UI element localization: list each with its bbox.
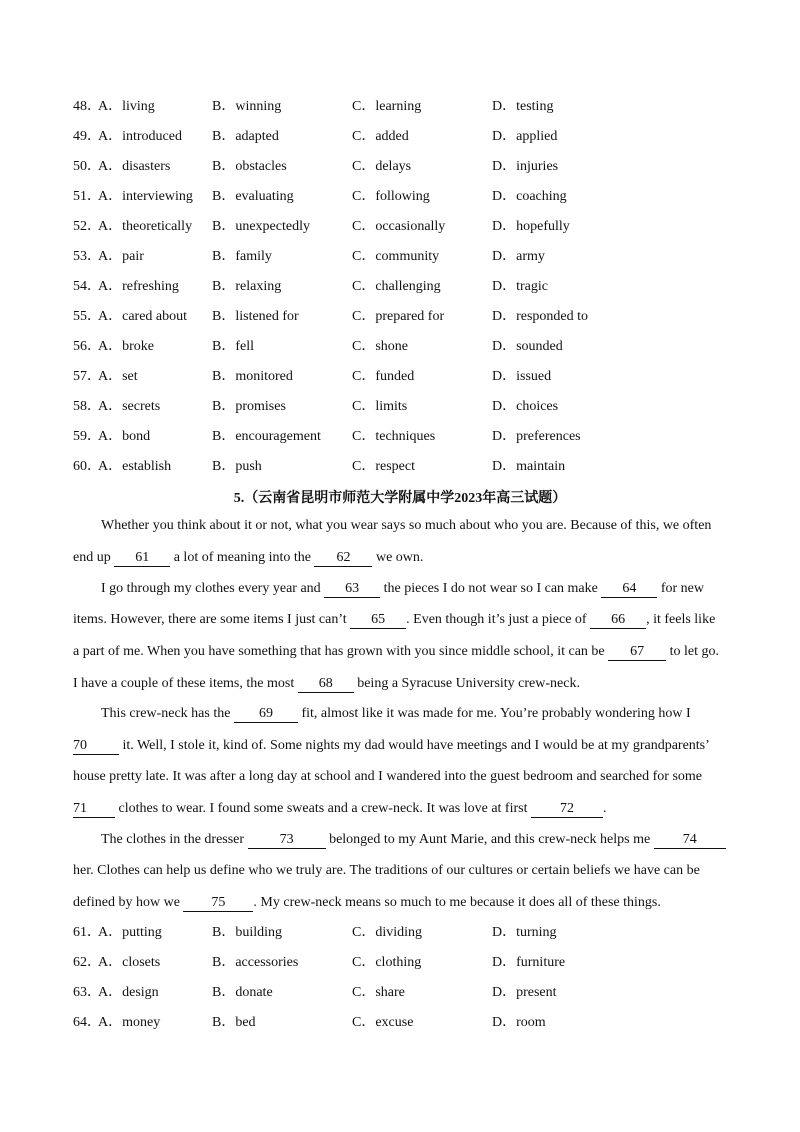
option-a[interactable]: A．closets	[98, 955, 161, 970]
passage-line: her. Clothes can help us define who we truly are. The traditions of our cultures or certain beliefs we have can be	[73, 863, 700, 878]
blank-71[interactable]: 71	[73, 801, 115, 818]
option-a[interactable]: A．interviewing	[98, 189, 193, 204]
passage-line: a part of me. When you have something that has grown with you since middle school, it can be 67 to let go.	[73, 644, 720, 659]
passage-line: 70 it. Well, I stole it, kind of. Some nights my dad would have meetings and I would be at my grandparents’	[73, 738, 710, 753]
option-d[interactable]: D．present	[492, 985, 557, 1000]
option-d[interactable]: D．army	[492, 249, 545, 264]
blank-62[interactable]: 62	[314, 550, 372, 567]
blank-73[interactable]: 73	[248, 832, 326, 849]
option-b[interactable]: B．encouragement	[212, 429, 321, 444]
option-a[interactable]: A．establish	[98, 459, 172, 474]
option-a[interactable]: A．introduced	[98, 129, 182, 144]
option-c[interactable]: C．following	[352, 189, 430, 204]
option-a[interactable]: A．theoretically	[98, 219, 193, 234]
question-number: 57．	[73, 369, 101, 384]
option-c[interactable]: C．delays	[352, 159, 412, 174]
option-b[interactable]: B．obstacles	[212, 159, 287, 174]
option-d[interactable]: D．applied	[492, 129, 558, 144]
option-c[interactable]: C．share	[352, 985, 405, 1000]
blank-63[interactable]: 63	[324, 581, 380, 598]
option-d[interactable]: D．furniture	[492, 955, 566, 970]
option-c[interactable]: C．learning	[352, 99, 422, 114]
option-d[interactable]: D．preferences	[492, 429, 581, 444]
option-c[interactable]: C．added	[352, 129, 409, 144]
passage-line: I go through my clothes every year and 63 the pieces I do not wear so I can make 64 for new	[101, 581, 705, 596]
option-c[interactable]: C．challenging	[352, 279, 441, 294]
option-b[interactable]: B．adapted	[212, 129, 279, 144]
option-a[interactable]: A．living	[98, 99, 155, 114]
option-d[interactable]: D．maintain	[492, 459, 566, 474]
blank-75[interactable]: 75	[183, 895, 253, 912]
question-number: 51．	[73, 189, 101, 204]
option-a[interactable]: A．cared about	[98, 309, 188, 324]
passage-line: The clothes in the dresser 73 belonged to my Aunt Marie, and this crew-neck helps me 74	[101, 830, 726, 850]
question-row	[73, 157, 773, 177]
option-b[interactable]: B．accessories	[212, 955, 299, 970]
option-d[interactable]: D．turning	[492, 925, 557, 940]
option-d[interactable]: D．testing	[492, 99, 554, 114]
blank-64[interactable]: 64	[601, 581, 657, 598]
option-c[interactable]: C．funded	[352, 369, 415, 384]
option-b[interactable]: B．evaluating	[212, 189, 294, 204]
option-d[interactable]: D．hopefully	[492, 219, 570, 234]
option-d[interactable]: D．injuries	[492, 159, 559, 174]
section-heading: 5.（云南省昆明市师范大学附属中学2023年高三试题）	[233, 491, 567, 506]
passage-line: This crew-neck has the 69 fit, almost like it was made for me. You’re probably wondering how I	[101, 706, 691, 721]
passage-line: I have a couple of these items, the most 68 being a Syracuse University crew-neck.	[73, 676, 580, 691]
question-row	[73, 187, 773, 207]
question-row	[73, 427, 773, 447]
option-d[interactable]: D．choices	[492, 399, 559, 414]
question-row	[73, 337, 773, 357]
question-number: 52．	[73, 219, 101, 234]
question-row	[73, 247, 773, 267]
option-c[interactable]: C．community	[352, 249, 440, 264]
option-b[interactable]: B．building	[212, 925, 283, 940]
question-row	[73, 97, 773, 117]
option-d[interactable]: D．sounded	[492, 339, 563, 354]
passage-line: house pretty late. It was after a long day at school and I wandered into the guest bedroom and searched for some	[73, 769, 703, 784]
option-c[interactable]: C．clothing	[352, 955, 422, 970]
question-row	[73, 923, 773, 943]
option-c[interactable]: C．occasionally	[352, 219, 446, 234]
question-number: 61．	[73, 925, 101, 940]
question-row	[73, 367, 773, 387]
option-d[interactable]: D．coaching	[492, 189, 567, 204]
question-number: 60．	[73, 459, 101, 474]
question-number: 53．	[73, 249, 101, 264]
option-a[interactable]: A．pair	[98, 249, 144, 264]
option-a[interactable]: A．broke	[98, 339, 154, 354]
question-number: 64．	[73, 1015, 101, 1030]
passage-line: 71 clothes to wear. I found some sweats and a crew-neck. It was love at first 72 .	[73, 801, 607, 816]
passage-line: defined by how we 75 . My crew-neck means so much to me because it does all of these things.	[73, 895, 661, 910]
question-row	[73, 1013, 773, 1033]
blank-61[interactable]: 61	[114, 550, 170, 567]
option-a[interactable]: A．money	[98, 1015, 161, 1030]
question-row	[73, 397, 773, 417]
question-number: 59．	[73, 429, 101, 444]
blank-72[interactable]: 72	[531, 801, 603, 818]
option-b[interactable]: B．monitored	[212, 369, 293, 384]
option-a[interactable]: A．set	[98, 369, 138, 384]
option-a[interactable]: A．bond	[98, 429, 151, 444]
question-number: 48．	[73, 99, 101, 114]
option-b[interactable]: B．fell	[212, 339, 254, 354]
question-row	[73, 307, 773, 327]
option-d[interactable]: D．tragic	[492, 279, 548, 294]
option-c[interactable]: C．shone	[352, 339, 408, 354]
question-row	[73, 457, 773, 477]
question-row	[73, 953, 773, 973]
option-c[interactable]: C．prepared for	[352, 309, 445, 324]
option-c[interactable]: C．excuse	[352, 1015, 414, 1030]
option-d[interactable]: D．issued	[492, 369, 552, 384]
passage-line: items. However, there are some items I just can’t 65 . Even though it’s just a piece of 66 , it feels like	[73, 612, 716, 627]
option-c[interactable]: C．dividing	[352, 925, 423, 940]
option-b[interactable]: B．unexpectedly	[212, 219, 310, 234]
option-a[interactable]: A．secrets	[98, 399, 161, 414]
option-a[interactable]: A．putting	[98, 925, 162, 940]
blank-67[interactable]: 67	[608, 644, 666, 661]
blank-70[interactable]: 70	[73, 738, 119, 755]
option-d[interactable]: D．responded to	[492, 309, 589, 324]
question-number: 50．	[73, 159, 101, 174]
option-b[interactable]: B．winning	[212, 99, 282, 114]
question-number: 56．	[73, 339, 101, 354]
option-c[interactable]: C．limits	[352, 399, 408, 414]
passage-line: end up 61 a lot of meaning into the 62 we own.	[73, 550, 424, 565]
question-number: 49．	[73, 129, 101, 144]
option-b[interactable]: B．promises	[212, 399, 286, 414]
blank-68[interactable]: 68	[298, 676, 354, 693]
option-b[interactable]: B．bed	[212, 1015, 256, 1030]
question-row	[73, 127, 773, 147]
option-b[interactable]: B．relaxing	[212, 279, 282, 294]
question-number: 63．	[73, 985, 101, 1000]
question-row	[73, 277, 773, 297]
question-row	[73, 217, 773, 237]
option-d[interactable]: D．room	[492, 1015, 546, 1030]
question-row	[73, 983, 773, 1003]
option-c[interactable]: C．respect	[352, 459, 415, 474]
option-a[interactable]: A．refreshing	[98, 279, 179, 294]
option-b[interactable]: B．donate	[212, 985, 273, 1000]
option-b[interactable]: B．listened for	[212, 309, 299, 324]
option-c[interactable]: C．techniques	[352, 429, 436, 444]
option-b[interactable]: B．push	[212, 459, 262, 474]
blank-65[interactable]: 65	[350, 612, 406, 629]
question-number: 62．	[73, 955, 101, 970]
question-number: 54．	[73, 279, 101, 294]
option-b[interactable]: B．family	[212, 249, 272, 264]
option-a[interactable]: A．disasters	[98, 159, 171, 174]
option-a[interactable]: A．design	[98, 985, 159, 1000]
question-number: 55．	[73, 309, 101, 324]
blank-69[interactable]: 69	[234, 706, 298, 723]
passage-line: Whether you think about it or not, what you wear says so much about who you are. Because of this, we often	[101, 518, 712, 533]
blank-66[interactable]: 66	[590, 612, 646, 629]
question-number: 58．	[73, 399, 101, 414]
blank-74[interactable]: 74	[654, 832, 726, 849]
